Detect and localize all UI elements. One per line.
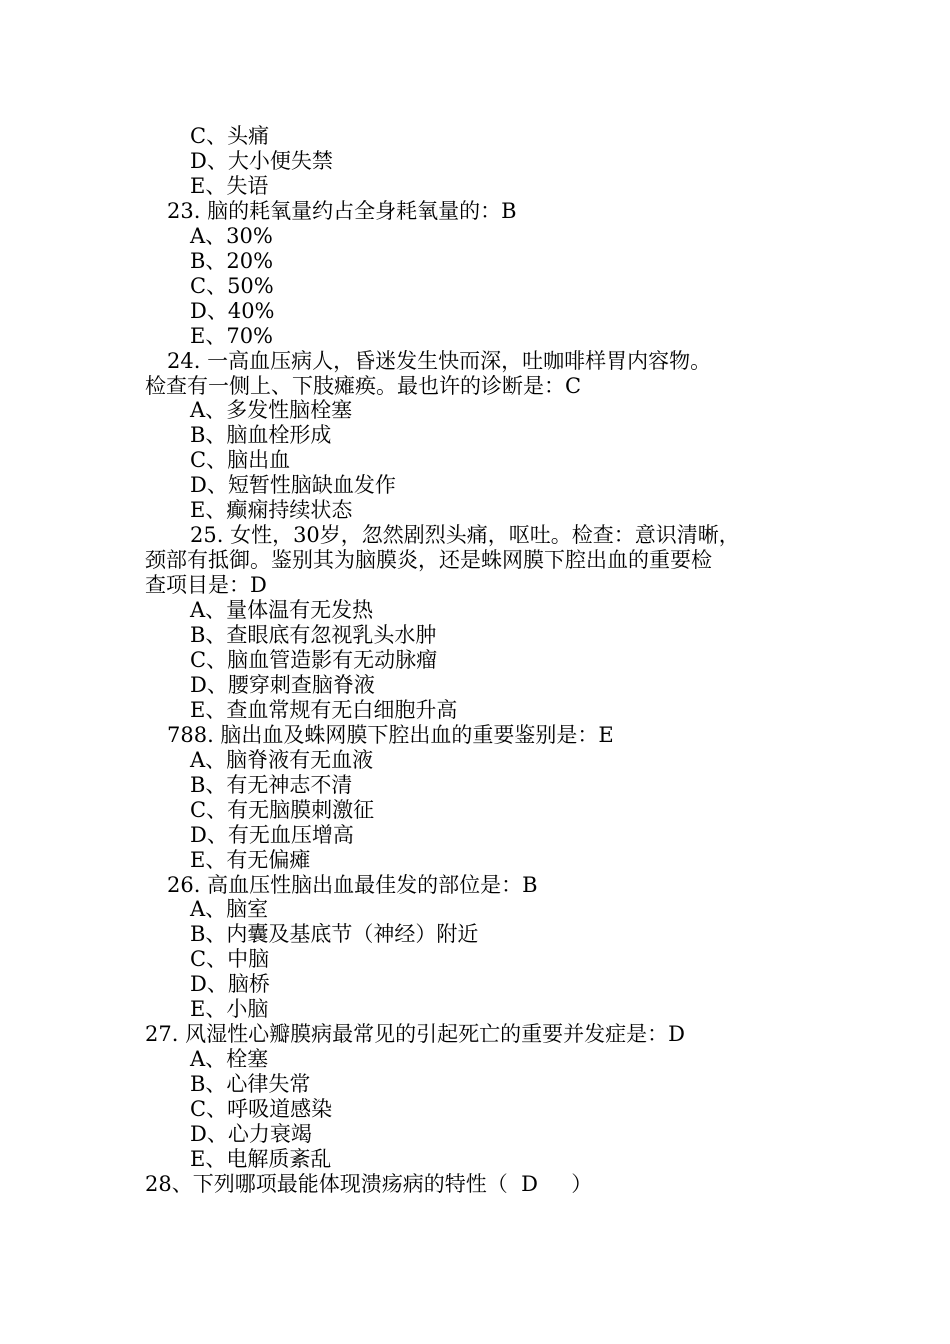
text-line: E、小脑 [190, 997, 269, 1022]
text-line: 24. 一高血压病人，昏迷发生快而深，吐咖啡样胃内容物。 [167, 348, 712, 373]
text-line: E、有无偏瘫 [190, 847, 311, 872]
text-line: 23. 脑的耗氧量约占全身耗氧量的：B [167, 198, 517, 223]
text-line: A、脑室 [190, 897, 269, 922]
text-line: C、呼吸道感染 [190, 1097, 333, 1121]
text-line: C、脑出血 [190, 448, 291, 473]
text-line: B、心律失常 [190, 1072, 311, 1097]
text-line: B、脑血栓形成 [190, 423, 332, 448]
text-line: 检查有一侧上、下肢瘫痪。最也许的诊断是：C [145, 373, 582, 398]
text-line: C、中脑 [190, 947, 270, 972]
text-line: 25. 女性，30岁，忽然剧烈头痛，呕吐。检查：意识清晰， [190, 523, 740, 548]
text-line: D、短暂性脑缺血发作 [190, 473, 396, 498]
text-line: A、30% [190, 223, 273, 248]
text-line: A、量体温有无发热 [190, 598, 374, 622]
text-line: C、50% [190, 273, 274, 298]
text-line: A、栓塞 [190, 1047, 269, 1072]
text-line: D、有无血压增高 [190, 822, 354, 847]
text-line: 颈部有抵御。鉴别其为脑膜炎，还是蛛网膜下腔出血的重要检 [145, 548, 712, 573]
text-line: E、癫痫持续状态 [190, 498, 353, 523]
text-line: 26. 高血压性脑出血最佳发的部位是：B [167, 872, 538, 897]
text-line: 27. 风湿性心瓣膜病最常见的引起死亡的重要并发症是：D [145, 1022, 685, 1047]
text-line: B、查眼底有忽视乳头水肿 [190, 623, 437, 647]
text-line: E、查血常规有无白细胞升高 [190, 697, 458, 722]
text-line: D、40% [190, 298, 275, 323]
text-line: B、20% [190, 248, 274, 273]
text-line: C、脑血管造影有无动脉瘤 [190, 647, 438, 672]
text-line: C、头痛 [190, 124, 270, 148]
text-line: E、电解质紊乱 [190, 1146, 332, 1171]
text-line: A、脑脊液有无血液 [190, 747, 374, 772]
text-line: D、脑桥 [190, 972, 270, 997]
text-line: A、多发性脑栓塞 [190, 398, 353, 423]
text-line: E、失语 [190, 173, 269, 198]
text-line: C、有无脑膜刺激征 [190, 797, 375, 822]
text-line: 788. 脑出血及蛛网膜下腔出血的重要鉴别是：E [167, 722, 614, 747]
text-line: D、大小便失禁 [190, 148, 333, 173]
text-line: B、有无神志不清 [190, 772, 353, 797]
text-line: 查项目是：D [145, 573, 267, 598]
text-line: D、腰穿刺查脑脊液 [190, 672, 375, 697]
text-line: B、内囊及基底节（神经）附近 [190, 922, 479, 947]
text-line: E、70% [190, 323, 274, 348]
text-line: D、心力衰竭 [190, 1122, 312, 1146]
text-line: 28、下列哪项最能体现溃疡病的特性（ D ） [145, 1171, 593, 1196]
